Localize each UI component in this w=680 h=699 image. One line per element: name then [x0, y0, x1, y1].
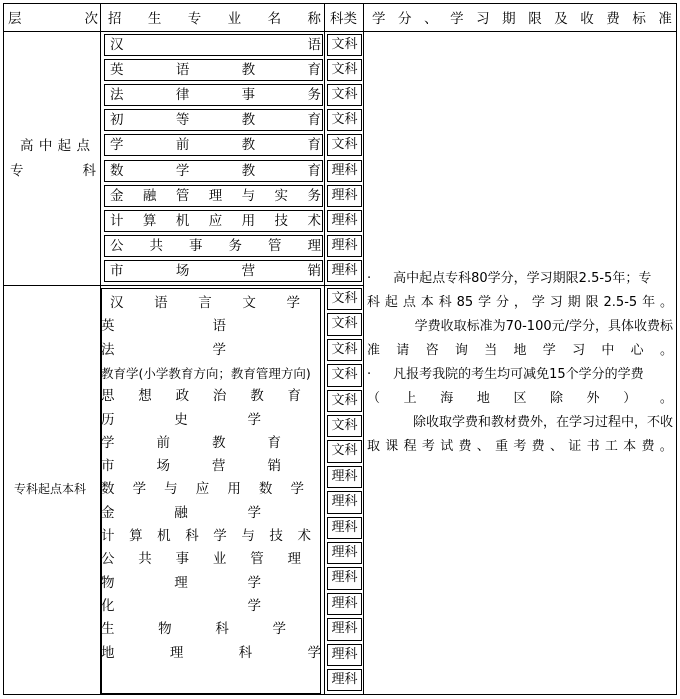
note-text: 期 — [567, 295, 581, 310]
note-text: 学 — [542, 343, 556, 358]
group-divider — [3, 285, 363, 286]
major-name-char: 地 — [101, 644, 115, 661]
major-name-char: 教 — [212, 434, 226, 451]
note-text: 外 — [586, 391, 600, 406]
major-name — [110, 62, 321, 79]
level-char: 高 — [20, 138, 34, 154]
note-line — [367, 435, 673, 459]
note-text: 中 — [601, 343, 615, 358]
header-level-char: 次 — [84, 11, 98, 27]
major-name-char: 教 — [250, 388, 264, 405]
note-text: 、 — [476, 439, 490, 454]
major-name — [101, 318, 226, 335]
major-name — [110, 137, 321, 154]
major-name-char: 营 — [212, 458, 226, 475]
header-fees-char: 及 — [554, 11, 568, 27]
major-name-char: 历 — [101, 411, 115, 428]
major-name-char: 前 — [156, 434, 170, 451]
note-text: 分 — [495, 295, 509, 310]
header-major-char: 招 — [108, 11, 122, 27]
category-cell: 理科 — [327, 542, 362, 564]
major-name-char: 育 — [307, 162, 321, 179]
major-name — [101, 575, 261, 592]
note-text: （ — [367, 391, 381, 406]
category-cell: 理科 — [327, 185, 362, 207]
level-char: 起 — [57, 138, 72, 154]
note-text: 2.5-5 — [603, 295, 638, 310]
category-cell: 理科 — [327, 491, 362, 513]
major-name-char: 业 — [212, 551, 227, 568]
major-name-char: 理 — [287, 551, 301, 568]
note-text: 当 — [484, 343, 498, 358]
major-name — [110, 213, 321, 230]
major-name-char: 管 — [268, 237, 282, 254]
major-name-char: 计 — [110, 212, 124, 229]
major-name — [101, 412, 261, 429]
major-name — [101, 388, 301, 405]
note-text: 海 — [440, 391, 454, 406]
major-name — [110, 238, 321, 255]
note-line — [367, 363, 673, 387]
major-name-char: 学 — [212, 341, 226, 358]
major-name-char: 初 — [110, 112, 124, 129]
major-name — [110, 37, 321, 54]
major-name-char: 物 — [101, 574, 115, 591]
major-name-char: 想 — [138, 388, 152, 405]
major-name-char: 语 — [175, 62, 190, 79]
major-name-char: 融 — [174, 504, 188, 521]
major-name-char: 学 — [290, 481, 304, 498]
major-name-char: 育 — [307, 137, 321, 154]
major-name-char: 教 — [241, 137, 256, 154]
note-text: 学费收取标准为70-100元/学分，具体收费标 — [414, 319, 673, 334]
note-text: 。 — [659, 295, 673, 310]
note-text: 点 — [402, 295, 416, 310]
header-fees-char: 准 — [658, 11, 672, 27]
category-cell: 理科 — [327, 260, 362, 282]
major-name-char: 与 — [164, 481, 178, 498]
major-name-char: 律 — [175, 87, 190, 104]
note-text: 习 — [572, 343, 586, 358]
major-name-char: 英 — [110, 62, 124, 79]
category-cell: 理科 — [327, 669, 362, 691]
category-cell: 文科 — [327, 339, 362, 361]
major-name — [101, 458, 281, 475]
header-fees-char: 学 — [450, 11, 464, 27]
major-name-char: 文 — [242, 295, 256, 311]
major-name-char: 用 — [241, 212, 256, 229]
category-cell: 文科 — [327, 34, 362, 56]
type-column-divider — [363, 3, 364, 695]
major-name — [110, 112, 321, 129]
header-major-char: 称 — [307, 11, 321, 27]
major-name — [110, 263, 321, 280]
note-text: · — [367, 367, 372, 382]
major-name-char: 事 — [241, 87, 256, 104]
note-text: 考 — [421, 439, 435, 454]
note-text: 咨 — [425, 343, 439, 358]
major-column-divider — [324, 3, 325, 695]
category-cell: 文科 — [327, 288, 362, 310]
category-cell: 文科 — [327, 84, 362, 106]
major-name-char: 场 — [175, 262, 190, 279]
note-line — [367, 267, 673, 291]
level-associate-to-bachelor: 专科起点本科 — [14, 482, 87, 496]
category-cell: 理科 — [327, 517, 362, 539]
major-name-char: 学 — [307, 644, 321, 661]
level-char: 专 — [10, 163, 24, 179]
note-text: 、 — [549, 439, 563, 454]
major-name-char: 数 — [258, 481, 273, 498]
note-text: 。 — [659, 391, 673, 406]
header-fees-char: 限 — [528, 11, 542, 27]
level-char: 中 — [38, 138, 53, 154]
major-name-char: 学 — [247, 504, 261, 521]
level-char: 科 — [82, 163, 96, 179]
level-char: 点 — [76, 138, 90, 154]
note-text: 上 — [403, 391, 417, 406]
note-text: 本 — [623, 439, 637, 454]
note-text: 书 — [586, 439, 600, 454]
major-name-char: 共 — [149, 237, 163, 254]
major-name-char: 销 — [267, 458, 281, 475]
note-text: 考 — [513, 439, 527, 454]
major-name — [110, 295, 300, 312]
major-name-char: 育 — [287, 388, 301, 405]
major-name-char: 与 — [241, 528, 255, 544]
note-text: 程 — [403, 439, 417, 454]
major-name-char: 等 — [175, 112, 190, 129]
major-name-char: 理 — [208, 187, 223, 204]
major-name-char: 语 — [212, 318, 226, 335]
major-name-char: 学 — [272, 621, 286, 638]
major-name-char: 育 — [307, 112, 321, 129]
major-name-char: 学 — [101, 434, 115, 451]
major-name-char: 实 — [274, 187, 289, 204]
note-text: 询 — [454, 343, 468, 358]
header-divider — [3, 31, 677, 32]
note-text: 年 — [642, 295, 656, 310]
major-name-char: 金 — [101, 504, 115, 521]
major-name-char: 思 — [101, 388, 115, 405]
major-name-char: 学 — [247, 574, 261, 591]
major-name-char: 销 — [307, 262, 321, 279]
major-name-char: 汉 — [110, 37, 124, 53]
note-text: 科 — [367, 295, 381, 310]
header-category: 科类 — [330, 11, 357, 27]
note-text: 。 — [659, 343, 673, 358]
note-text: 试 — [440, 439, 454, 454]
major-name-char: 理 — [174, 574, 188, 591]
note-text: 凡报考我院的考生均可减免15个学分的学费 — [393, 367, 644, 382]
note-text: 学 — [478, 295, 492, 310]
note-text: 工 — [604, 439, 618, 454]
note-text: 地 — [513, 343, 527, 358]
major-name-char: 理 — [307, 237, 321, 254]
major-name — [101, 621, 286, 638]
category-cell: 文科 — [327, 313, 362, 335]
major-name-char: 前 — [175, 137, 190, 154]
header-major-char: 专 — [187, 11, 202, 27]
header-fees-char: 费 — [606, 11, 620, 27]
major-name-char: 教 — [241, 162, 256, 179]
note-line — [367, 315, 673, 339]
header-fees-standard — [372, 11, 672, 28]
major-name — [101, 645, 321, 662]
major-name-char: 治 — [212, 388, 227, 405]
major-name-char: 汉 — [110, 295, 124, 311]
major-name-char: 数 — [101, 481, 115, 498]
note-text: 取 — [367, 439, 381, 454]
major-name-char: 公 — [110, 237, 124, 254]
note-text: 心 — [630, 343, 644, 358]
header-major-char: 名 — [267, 11, 282, 27]
note-line — [367, 291, 673, 315]
note-text: 费 — [641, 439, 655, 454]
header-fees-char: 分 — [398, 11, 412, 27]
major-name-char: 术 — [297, 528, 311, 544]
category-cell: 文科 — [327, 109, 362, 131]
category-cell: 文科 — [327, 390, 362, 412]
major-name-char: 管 — [175, 187, 190, 204]
major-name-char: 学 — [247, 597, 261, 614]
note-text: 本 — [420, 295, 434, 310]
note-text: 费 — [531, 439, 545, 454]
major-name-char: 技 — [269, 528, 283, 544]
major-name-char: 技 — [274, 212, 289, 229]
note-line — [367, 339, 673, 363]
major-name-char: 机 — [157, 528, 171, 544]
major-name-char: 学 — [132, 481, 147, 498]
major-name-char: 场 — [156, 458, 170, 475]
header-major-char: 生 — [147, 11, 162, 27]
major-name-char: 算 — [142, 212, 157, 229]
note-text: 起 — [384, 295, 398, 310]
major-name-char: 科 — [238, 644, 253, 661]
level-highschool-to-associate — [20, 138, 90, 155]
note-text: 除 — [550, 391, 564, 406]
major-name-char: 数 — [110, 162, 124, 179]
major-name-char: 化 — [101, 597, 115, 614]
major-name-char: 用 — [227, 481, 241, 498]
major-name — [110, 188, 321, 205]
header-fees-char: 标 — [632, 11, 646, 27]
fees-notes — [367, 267, 673, 459]
category-cell: 理科 — [327, 644, 362, 666]
major-name-char: 事 — [189, 237, 203, 254]
major-name-char: 学 — [286, 295, 300, 311]
note-line — [367, 411, 673, 435]
category-cell: 理科 — [327, 160, 362, 182]
note-text: 科 — [438, 295, 452, 310]
header-fees-char: 期 — [502, 11, 516, 27]
category-cell: 文科 — [327, 134, 362, 156]
major-name-char: 务 — [307, 87, 321, 104]
note-text: · — [367, 271, 372, 286]
note-text: 地 — [476, 391, 490, 406]
note-text: 学 — [531, 295, 545, 310]
major-name-char: 语 — [154, 295, 168, 311]
note-text: 课 — [385, 439, 399, 454]
header-fees-char: 学 — [372, 11, 386, 27]
header-level-char: 层 — [8, 11, 22, 27]
major-name — [101, 505, 261, 522]
major-name-char: 学 — [213, 528, 227, 544]
major-name — [101, 435, 281, 452]
level-highschool-to-associate-line2 — [10, 163, 96, 180]
note-text: ， — [513, 295, 527, 310]
major-name-char: 公 — [101, 551, 115, 568]
major-name-char: 机 — [175, 212, 190, 229]
note-text: 区 — [513, 391, 527, 406]
major-name-char: 言 — [198, 295, 212, 311]
major-name-char: 务 — [228, 237, 242, 254]
major-name-char: 事 — [175, 551, 190, 568]
note-text: 费 — [458, 439, 472, 454]
category-cell: 理科 — [327, 235, 362, 257]
major-name-char: 政 — [175, 388, 190, 405]
major-name-char: 市 — [110, 262, 124, 279]
major-name — [101, 551, 301, 568]
major-name-char: 与 — [241, 187, 256, 204]
header-major-char: 业 — [227, 11, 242, 27]
major-name-char: 学 — [110, 137, 124, 154]
major-name-char: 科 — [185, 528, 199, 544]
major-name-char: 学 — [247, 411, 261, 428]
major-name-char: 教 — [241, 62, 256, 79]
major-name-char: 生 — [101, 621, 115, 638]
category-cell: 文科 — [327, 59, 362, 81]
major-name — [101, 598, 261, 615]
major-name-char: 营 — [241, 262, 256, 279]
major-name-char: 教育学(小学教育方向；教育管理方向) — [101, 365, 311, 381]
note-text: 请 — [396, 343, 410, 358]
major-name-char: 算 — [129, 528, 143, 544]
major-name-char: 应 — [208, 212, 223, 229]
major-name-char: 务 — [307, 187, 321, 204]
major-name-char: 法 — [101, 341, 115, 358]
category-cell: 理科 — [327, 593, 362, 615]
major-name — [110, 163, 321, 180]
major-name — [101, 342, 226, 359]
major-name-char: 语 — [307, 37, 321, 53]
major-name-char: 理 — [169, 644, 184, 661]
note-text: 证 — [568, 439, 582, 454]
header-level — [8, 11, 98, 28]
major-name-char: 融 — [142, 187, 157, 204]
major-name-char: 法 — [110, 87, 124, 104]
major-name-char: 育 — [307, 62, 321, 79]
major-name-char: 科 — [215, 621, 229, 638]
note-text: ） — [623, 391, 637, 406]
category-cell: 理科 — [327, 618, 362, 640]
major-name-char: 育 — [267, 434, 281, 451]
note-text: 限 — [585, 295, 599, 310]
major-name-char: 管 — [250, 551, 264, 568]
category-cell: 理科 — [327, 466, 362, 488]
major-name-char: 物 — [158, 621, 172, 638]
note-line — [367, 387, 673, 411]
major-name — [101, 528, 311, 545]
note-text: 。 — [659, 439, 673, 454]
header-fees-char: 习 — [476, 11, 490, 27]
category-cell: 文科 — [327, 364, 362, 386]
note-text: 习 — [549, 295, 563, 310]
major-name-char: 术 — [307, 212, 321, 229]
category-cell: 文科 — [327, 440, 362, 462]
major-name-char: 金 — [110, 187, 124, 204]
major-name-char: 学 — [175, 162, 190, 179]
note-text: 除收取学费和教材费外，在学习过程中，不收 — [412, 415, 673, 430]
category-cell: 文科 — [327, 415, 362, 437]
header-fees-char: 收 — [580, 11, 594, 27]
major-name — [110, 87, 321, 104]
note-text: 准 — [367, 343, 381, 358]
major-name-char: 应 — [195, 481, 210, 498]
note-text: 高中起点专科80学分，学习期限2.5-5年；专 — [393, 271, 652, 286]
major-name-char: 计 — [101, 528, 115, 544]
major-name — [101, 365, 311, 382]
header-major-name — [108, 11, 321, 28]
category-cell: 理科 — [327, 210, 362, 232]
note-text: 85 — [456, 295, 474, 310]
major-name-char: 史 — [174, 411, 188, 428]
header-fees-char: 、 — [424, 11, 438, 27]
major-name-char: 共 — [138, 551, 152, 568]
note-text: 重 — [495, 439, 509, 454]
category-cell: 理科 — [327, 567, 362, 589]
major-name — [101, 481, 304, 498]
major-name-char: 市 — [101, 458, 115, 475]
major-name-char: 英 — [101, 318, 115, 335]
major-name-char: 教 — [241, 112, 256, 129]
